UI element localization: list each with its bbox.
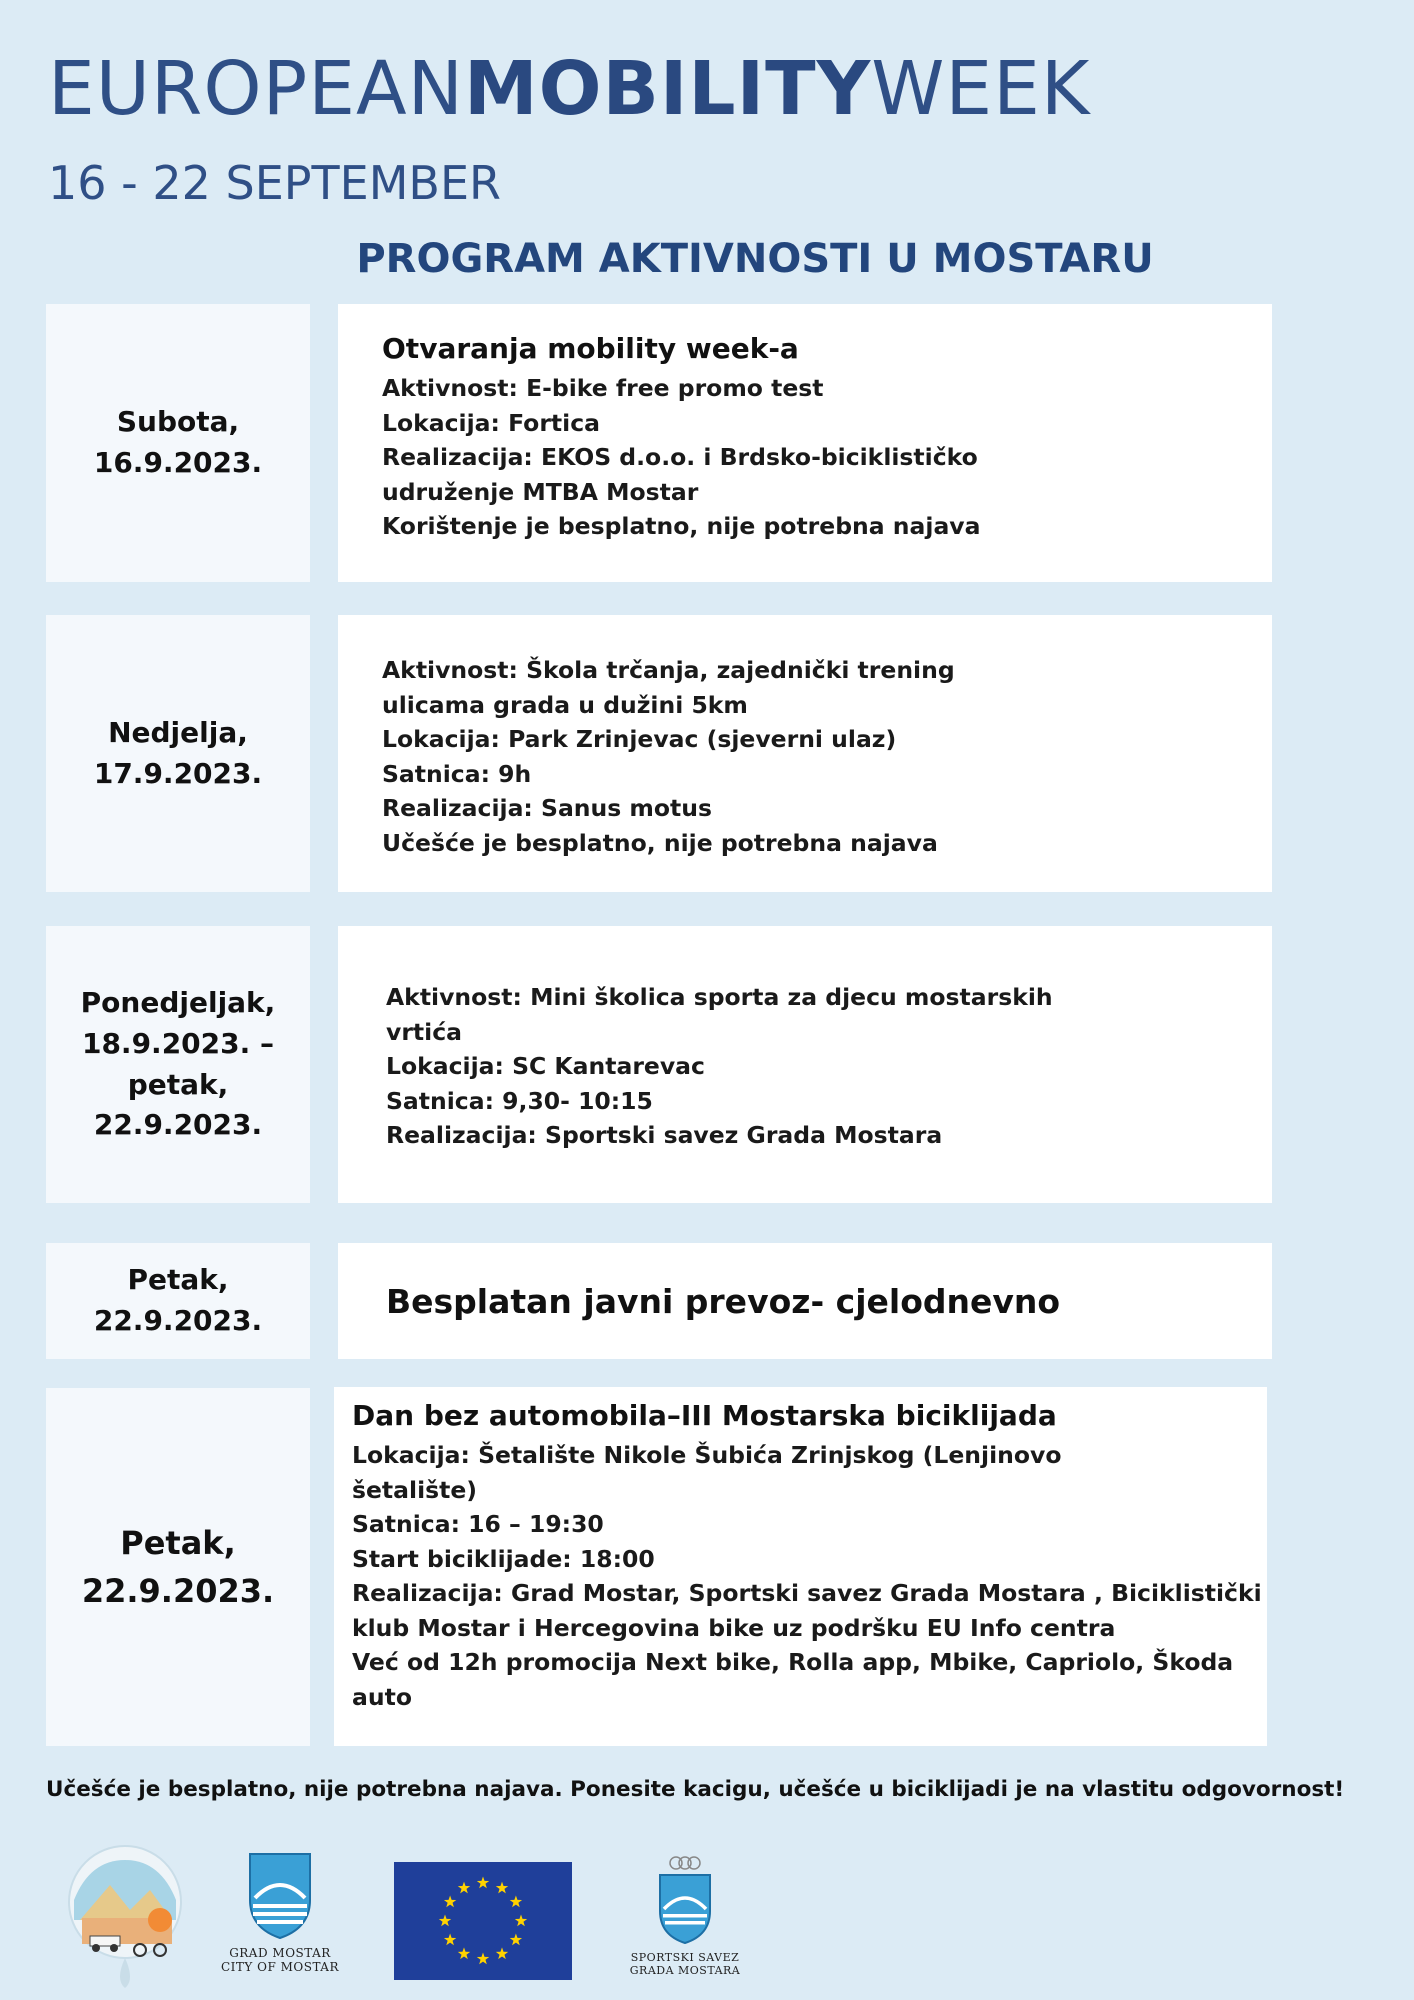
event-4-text: Besplatan javni prevoz- cjelodnevno bbox=[386, 1281, 1061, 1321]
event-1-line: udruženje MTBA Mostar bbox=[382, 477, 699, 506]
event-5-line: šetalište) bbox=[352, 1475, 478, 1504]
event-1-day bbox=[46, 304, 310, 582]
event-5-day bbox=[46, 1388, 310, 1746]
event-4-day bbox=[46, 1243, 310, 1359]
event-3-line: vrtića bbox=[386, 1017, 462, 1046]
footer-note: Učešće je besplatno, nije potrebna najava. Ponesite kacigu, učešće u biciklijadi je na vlastitu odgovornost! bbox=[46, 1777, 1345, 1802]
page-title bbox=[48, 46, 1091, 132]
event-2-line: ulicama grada u dužini 5km bbox=[382, 690, 748, 719]
event-1-details bbox=[338, 304, 1272, 582]
event-5-details bbox=[334, 1387, 1267, 1746]
event-3-details bbox=[338, 926, 1272, 1203]
event-2-date: Nedjelja, 17.9.2023. bbox=[93, 715, 263, 790]
event-5-line: Lokacija: Šetalište Nikole Šubića Zrinjskog (Lenjinovo bbox=[352, 1441, 1062, 1469]
event-1-line: Korištenje je besplatno, nije potrebna najava bbox=[382, 512, 981, 540]
event-3-line: Satnica: 9,30- 10:15 bbox=[386, 1086, 653, 1115]
sportski-savez-logo bbox=[610, 1855, 760, 1995]
program-title: PROGRAM AKTIVNOSTI U MOSTARU bbox=[356, 236, 1154, 282]
event-5-date: Petak, 22.9.2023. bbox=[81, 1524, 275, 1610]
event-5-line: auto bbox=[352, 1682, 412, 1711]
event-4-date: Petak, 22.9.2023. bbox=[93, 1263, 263, 1337]
event-1-line: Lokacija: Fortica bbox=[382, 408, 600, 437]
grad-mostar-text-2: CITY OF MOSTAR bbox=[220, 1960, 340, 1974]
title-european: EUROPEAN bbox=[48, 46, 464, 132]
event-3-date: Ponedjeljak, 18.9.2023. – petak, 22.9.2023. bbox=[80, 986, 276, 1142]
event-2-details bbox=[338, 615, 1272, 892]
title-week: WEEK bbox=[871, 46, 1091, 132]
event-2-line: Aktivnost: Škola trčanja, zajednički trening bbox=[382, 656, 955, 684]
event-1-heading: Otvaranja mobility week-a bbox=[382, 332, 799, 365]
eu-flag bbox=[394, 1862, 572, 1980]
grad-mostar-text-1: GRAD MOSTAR bbox=[229, 1946, 331, 1960]
event-5-heading: Dan bez automobila–III Mostarska biciklijada bbox=[352, 1399, 1057, 1432]
grad-mostar-logo bbox=[215, 1850, 345, 1990]
event-3-day bbox=[46, 926, 310, 1203]
event-5-line: klub Mostar i Hercegovina bike uz podršku EU Info centra bbox=[352, 1613, 1116, 1642]
event-4-details bbox=[338, 1243, 1272, 1359]
event-5-line: Satnica: 16 – 19:30 bbox=[352, 1510, 604, 1538]
event-5-line: Start biciklijade: 18:00 bbox=[352, 1544, 655, 1573]
event-2-line: Satnica: 9h bbox=[382, 759, 532, 788]
event-1-line: Aktivnost: E-bike free promo test bbox=[382, 374, 824, 402]
event-3-line: Realizacija: Sportski savez Grada Mostara bbox=[386, 1121, 943, 1149]
event-2-day bbox=[46, 615, 310, 892]
event-5-line: Realizacija: Grad Mostar, Sportski savez Grada Mostara , Biciklistički bbox=[352, 1579, 1262, 1607]
event-dates: 16 - 22 SEPTEMBER bbox=[48, 156, 501, 210]
event-2-line: Realizacija: Sanus motus bbox=[382, 794, 713, 822]
mobility-week-logo bbox=[60, 1840, 190, 1990]
sportski-savez-text-1: SPORTSKI SAVEZ bbox=[630, 1951, 740, 1964]
event-2-line: Lokacija: Park Zrinjevac (sjeverni ulaz) bbox=[382, 725, 897, 753]
event-3-line: Aktivnost: Mini školica sporta za djecu mostarskih bbox=[386, 983, 1053, 1011]
event-2-line: Učešće je besplatno, nije potrebna najava bbox=[382, 828, 938, 857]
title-mobility: MOBILITY bbox=[463, 46, 872, 132]
event-1-line: Realizacija: EKOS d.o.o. i Brdsko-biciklističko bbox=[382, 443, 978, 471]
event-3-line: Lokacija: SC Kantarevac bbox=[386, 1052, 705, 1080]
event-1-date: Subota, 16.9.2023. bbox=[93, 405, 263, 479]
event-5-line: Već od 12h promocija Next bike, Rolla app, Mbike, Capriolo, Škoda bbox=[352, 1648, 1234, 1676]
sportski-savez-text-2: GRADA MOSTARA bbox=[629, 1964, 741, 1977]
